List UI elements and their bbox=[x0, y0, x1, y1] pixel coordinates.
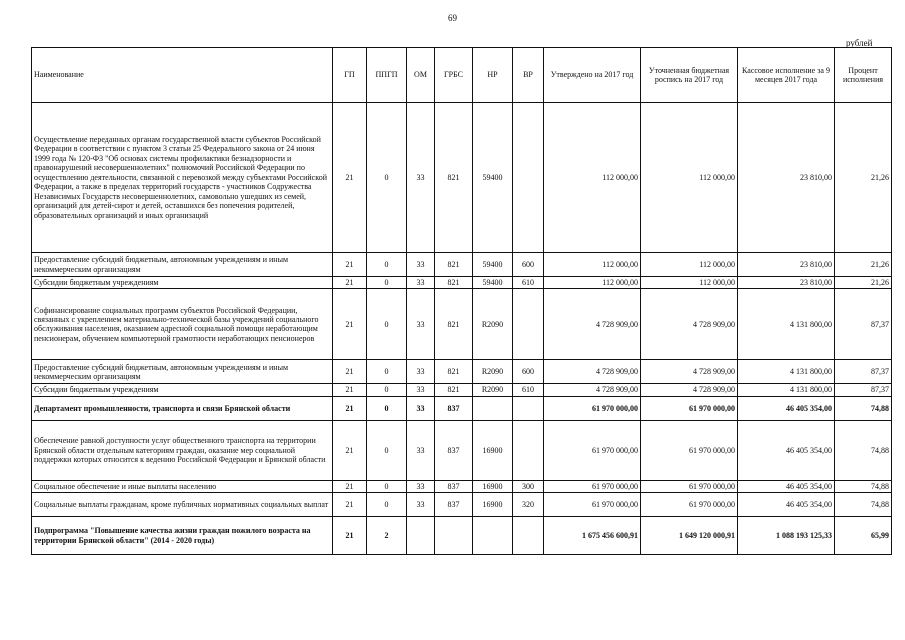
cell-approved: 112 000,00 bbox=[544, 277, 641, 289]
cell-name: Предоставление субсидий бюджетным, автономным учреждениям и иным некоммерческим организациям bbox=[32, 253, 333, 277]
cell-vr bbox=[513, 517, 544, 555]
table-row bbox=[32, 493, 892, 517]
cell-percent: 21,26 bbox=[835, 103, 892, 253]
cell-vr: 610 bbox=[513, 277, 544, 289]
cell-vr bbox=[513, 420, 544, 480]
cell-grbs: 837 bbox=[435, 480, 473, 492]
header-approved: Утверждено на 2017 год bbox=[544, 48, 641, 103]
cell-om: 33 bbox=[407, 384, 435, 396]
cell-cash: 4 131 800,00 bbox=[738, 289, 835, 360]
header-om: ОМ bbox=[407, 48, 435, 103]
cell-approved: 4 728 909,00 bbox=[544, 360, 641, 384]
cell-vr bbox=[513, 103, 544, 253]
header-gp: ГП bbox=[333, 48, 367, 103]
cell-gp: 21 bbox=[333, 384, 367, 396]
cell-approved: 61 970 000,00 bbox=[544, 420, 641, 480]
cell-ppgp: 2 bbox=[367, 517, 407, 555]
header-cash: Кассовое исполнение за 9 месяцев 2017 года bbox=[738, 48, 835, 103]
cell-om: 33 bbox=[407, 103, 435, 253]
cell-om: 33 bbox=[407, 253, 435, 277]
cell-vr: 600 bbox=[513, 360, 544, 384]
cell-ppgp: 0 bbox=[367, 253, 407, 277]
cell-grbs bbox=[435, 517, 473, 555]
cell-vr: 600 bbox=[513, 253, 544, 277]
cell-refined: 61 970 000,00 bbox=[641, 420, 738, 480]
cell-approved: 112 000,00 bbox=[544, 253, 641, 277]
page-number: 69 bbox=[448, 13, 457, 23]
cell-grbs: 837 bbox=[435, 396, 473, 420]
cell-name: Социальное обеспечение и иные выплаты населению bbox=[32, 480, 333, 492]
cell-ppgp: 0 bbox=[367, 480, 407, 492]
cell-approved: 61 970 000,00 bbox=[544, 493, 641, 517]
table-row bbox=[32, 480, 892, 492]
table-row bbox=[32, 396, 892, 420]
table-row bbox=[32, 289, 892, 360]
cell-ppgp: 0 bbox=[367, 384, 407, 396]
cell-gp: 21 bbox=[333, 103, 367, 253]
cell-percent: 74,88 bbox=[835, 493, 892, 517]
cell-grbs: 821 bbox=[435, 384, 473, 396]
cell-approved: 4 728 909,00 bbox=[544, 289, 641, 360]
cell-np: 16900 bbox=[473, 420, 513, 480]
cell-refined: 4 728 909,00 bbox=[641, 360, 738, 384]
cell-percent: 74,88 bbox=[835, 480, 892, 492]
cell-gp: 21 bbox=[333, 396, 367, 420]
cell-vr bbox=[513, 289, 544, 360]
cell-refined: 112 000,00 bbox=[641, 277, 738, 289]
table-header-row bbox=[32, 48, 892, 103]
table-row bbox=[32, 103, 892, 253]
cell-om: 33 bbox=[407, 493, 435, 517]
cell-name: Обеспечение равной доступности услуг общественного транспорта на территории Брянской области отдельным категориям граждан, оказание мер социальной поддержки которых относится к ведению Российской Федерации и Брянской области bbox=[32, 420, 333, 480]
cell-percent: 21,26 bbox=[835, 277, 892, 289]
cell-ppgp: 0 bbox=[367, 277, 407, 289]
cell-gp: 21 bbox=[333, 360, 367, 384]
cell-cash: 23 810,00 bbox=[738, 253, 835, 277]
cell-percent: 87,37 bbox=[835, 360, 892, 384]
cell-om: 33 bbox=[407, 277, 435, 289]
cell-refined: 4 728 909,00 bbox=[641, 289, 738, 360]
cell-np: 59400 bbox=[473, 277, 513, 289]
table-row bbox=[32, 360, 892, 384]
table-row bbox=[32, 517, 892, 555]
cell-percent: 87,37 bbox=[835, 289, 892, 360]
cell-np: R2090 bbox=[473, 384, 513, 396]
cell-name: Подпрограмма "Повышение качества жизни граждан пожилого возраста на территории Брянской области" (2014 - 2020 годы) bbox=[32, 517, 333, 555]
cell-grbs: 837 bbox=[435, 420, 473, 480]
cell-om: 33 bbox=[407, 289, 435, 360]
cell-cash: 46 405 354,00 bbox=[738, 420, 835, 480]
cell-cash: 46 405 354,00 bbox=[738, 396, 835, 420]
cell-om bbox=[407, 517, 435, 555]
cell-ppgp: 0 bbox=[367, 289, 407, 360]
cell-grbs: 821 bbox=[435, 277, 473, 289]
header-np: НР bbox=[473, 48, 513, 103]
cell-np: 16900 bbox=[473, 480, 513, 492]
cell-ppgp: 0 bbox=[367, 420, 407, 480]
cell-approved: 61 970 000,00 bbox=[544, 480, 641, 492]
cell-refined: 61 970 000,00 bbox=[641, 493, 738, 517]
cell-grbs: 837 bbox=[435, 493, 473, 517]
cell-ppgp: 0 bbox=[367, 493, 407, 517]
cell-cash: 4 131 800,00 bbox=[738, 384, 835, 396]
cell-name: Социальные выплаты гражданам, кроме публичных нормативных социальных выплат bbox=[32, 493, 333, 517]
cell-percent: 87,37 bbox=[835, 384, 892, 396]
header-ppgp: ППГП bbox=[367, 48, 407, 103]
cell-np bbox=[473, 396, 513, 420]
cell-refined: 112 000,00 bbox=[641, 253, 738, 277]
cell-percent: 74,88 bbox=[835, 396, 892, 420]
cell-gp: 21 bbox=[333, 493, 367, 517]
table-row bbox=[32, 420, 892, 480]
cell-om: 33 bbox=[407, 420, 435, 480]
cell-name: Предоставление субсидий бюджетным, автономным учреждениям и иным некоммерческим организациям bbox=[32, 360, 333, 384]
cell-grbs: 821 bbox=[435, 253, 473, 277]
cell-cash: 46 405 354,00 bbox=[738, 493, 835, 517]
table-row bbox=[32, 253, 892, 277]
cell-gp: 21 bbox=[333, 420, 367, 480]
cell-ppgp: 0 bbox=[367, 360, 407, 384]
cell-np: 59400 bbox=[473, 253, 513, 277]
cell-refined: 4 728 909,00 bbox=[641, 384, 738, 396]
cell-np: 16900 bbox=[473, 493, 513, 517]
cell-approved: 61 970 000,00 bbox=[544, 396, 641, 420]
cell-vr: 300 bbox=[513, 480, 544, 492]
cell-om: 33 bbox=[407, 360, 435, 384]
header-percent: Процент исполнения bbox=[835, 48, 892, 103]
cell-gp: 21 bbox=[333, 517, 367, 555]
header-grbs: ГРБС bbox=[435, 48, 473, 103]
cell-grbs: 821 bbox=[435, 289, 473, 360]
table-row bbox=[32, 277, 892, 289]
cell-name: Софинансирование социальных программ субъектов Российской Федерации, связанных с укреплением материально-технической базы учреждений социального обслуживания населения, оказанием адресной социальной помощи неработающим пенсионерам, обучением компьютерной грамотности неработающих пенсионеров bbox=[32, 289, 333, 360]
header-refined: Уточненная бюджетная роспись на 2017 год bbox=[641, 48, 738, 103]
cell-approved: 4 728 909,00 bbox=[544, 384, 641, 396]
cell-np bbox=[473, 517, 513, 555]
cell-gp: 21 bbox=[333, 289, 367, 360]
cell-gp: 21 bbox=[333, 253, 367, 277]
cell-ppgp: 0 bbox=[367, 396, 407, 420]
cell-gp: 21 bbox=[333, 277, 367, 289]
cell-gp: 21 bbox=[333, 480, 367, 492]
units-label: рублей bbox=[846, 38, 873, 48]
cell-cash: 1 088 193 125,33 bbox=[738, 517, 835, 555]
header-name: Наименование bbox=[32, 48, 333, 103]
cell-refined: 112 000,00 bbox=[641, 103, 738, 253]
budget-table bbox=[31, 47, 892, 555]
cell-approved: 112 000,00 bbox=[544, 103, 641, 253]
cell-np: R2090 bbox=[473, 360, 513, 384]
cell-refined: 1 649 120 000,91 bbox=[641, 517, 738, 555]
cell-vr: 320 bbox=[513, 493, 544, 517]
cell-name: Субсидии бюджетным учреждениям bbox=[32, 384, 333, 396]
cell-refined: 61 970 000,00 bbox=[641, 396, 738, 420]
cell-percent: 21,26 bbox=[835, 253, 892, 277]
cell-vr bbox=[513, 396, 544, 420]
cell-percent: 74,88 bbox=[835, 420, 892, 480]
table-row bbox=[32, 384, 892, 396]
header-vr: ВР bbox=[513, 48, 544, 103]
cell-ppgp: 0 bbox=[367, 103, 407, 253]
cell-name: Субсидии бюджетным учреждениям bbox=[32, 277, 333, 289]
cell-percent: 65,99 bbox=[835, 517, 892, 555]
cell-om: 33 bbox=[407, 396, 435, 420]
cell-cash: 23 810,00 bbox=[738, 277, 835, 289]
cell-grbs: 821 bbox=[435, 360, 473, 384]
cell-om: 33 bbox=[407, 480, 435, 492]
cell-refined: 61 970 000,00 bbox=[641, 480, 738, 492]
cell-np: R2090 bbox=[473, 289, 513, 360]
cell-cash: 4 131 800,00 bbox=[738, 360, 835, 384]
cell-approved: 1 675 456 600,91 bbox=[544, 517, 641, 555]
cell-name: Департамент промышленности, транспорта и связи Брянской области bbox=[32, 396, 333, 420]
cell-name: Осуществление переданных органам государственной власти субъектов Российской Федерации в соответствии с пунктом 3 статьи 25 Федерального закона от 24 июня 1999 года № 120-ФЗ "Об основах системы профилактики безнадзорности и правонарушений несовершеннолетних" полномочий Российской Федерации по осуществлению деятельности, связанной с перевозкой между субъектами Российской Федерации, а также в пределах территорий государств - участников Содружества Независимых Государств несовершеннолетних, самовольно ушедших из семей, организаций для детей-сирот и детей, оставшихся без попечения родителей, образовательных организаций и иных организаций bbox=[32, 103, 333, 253]
cell-cash: 23 810,00 bbox=[738, 103, 835, 253]
cell-grbs: 821 bbox=[435, 103, 473, 253]
cell-cash: 46 405 354,00 bbox=[738, 480, 835, 492]
cell-vr: 610 bbox=[513, 384, 544, 396]
cell-np: 59400 bbox=[473, 103, 513, 253]
